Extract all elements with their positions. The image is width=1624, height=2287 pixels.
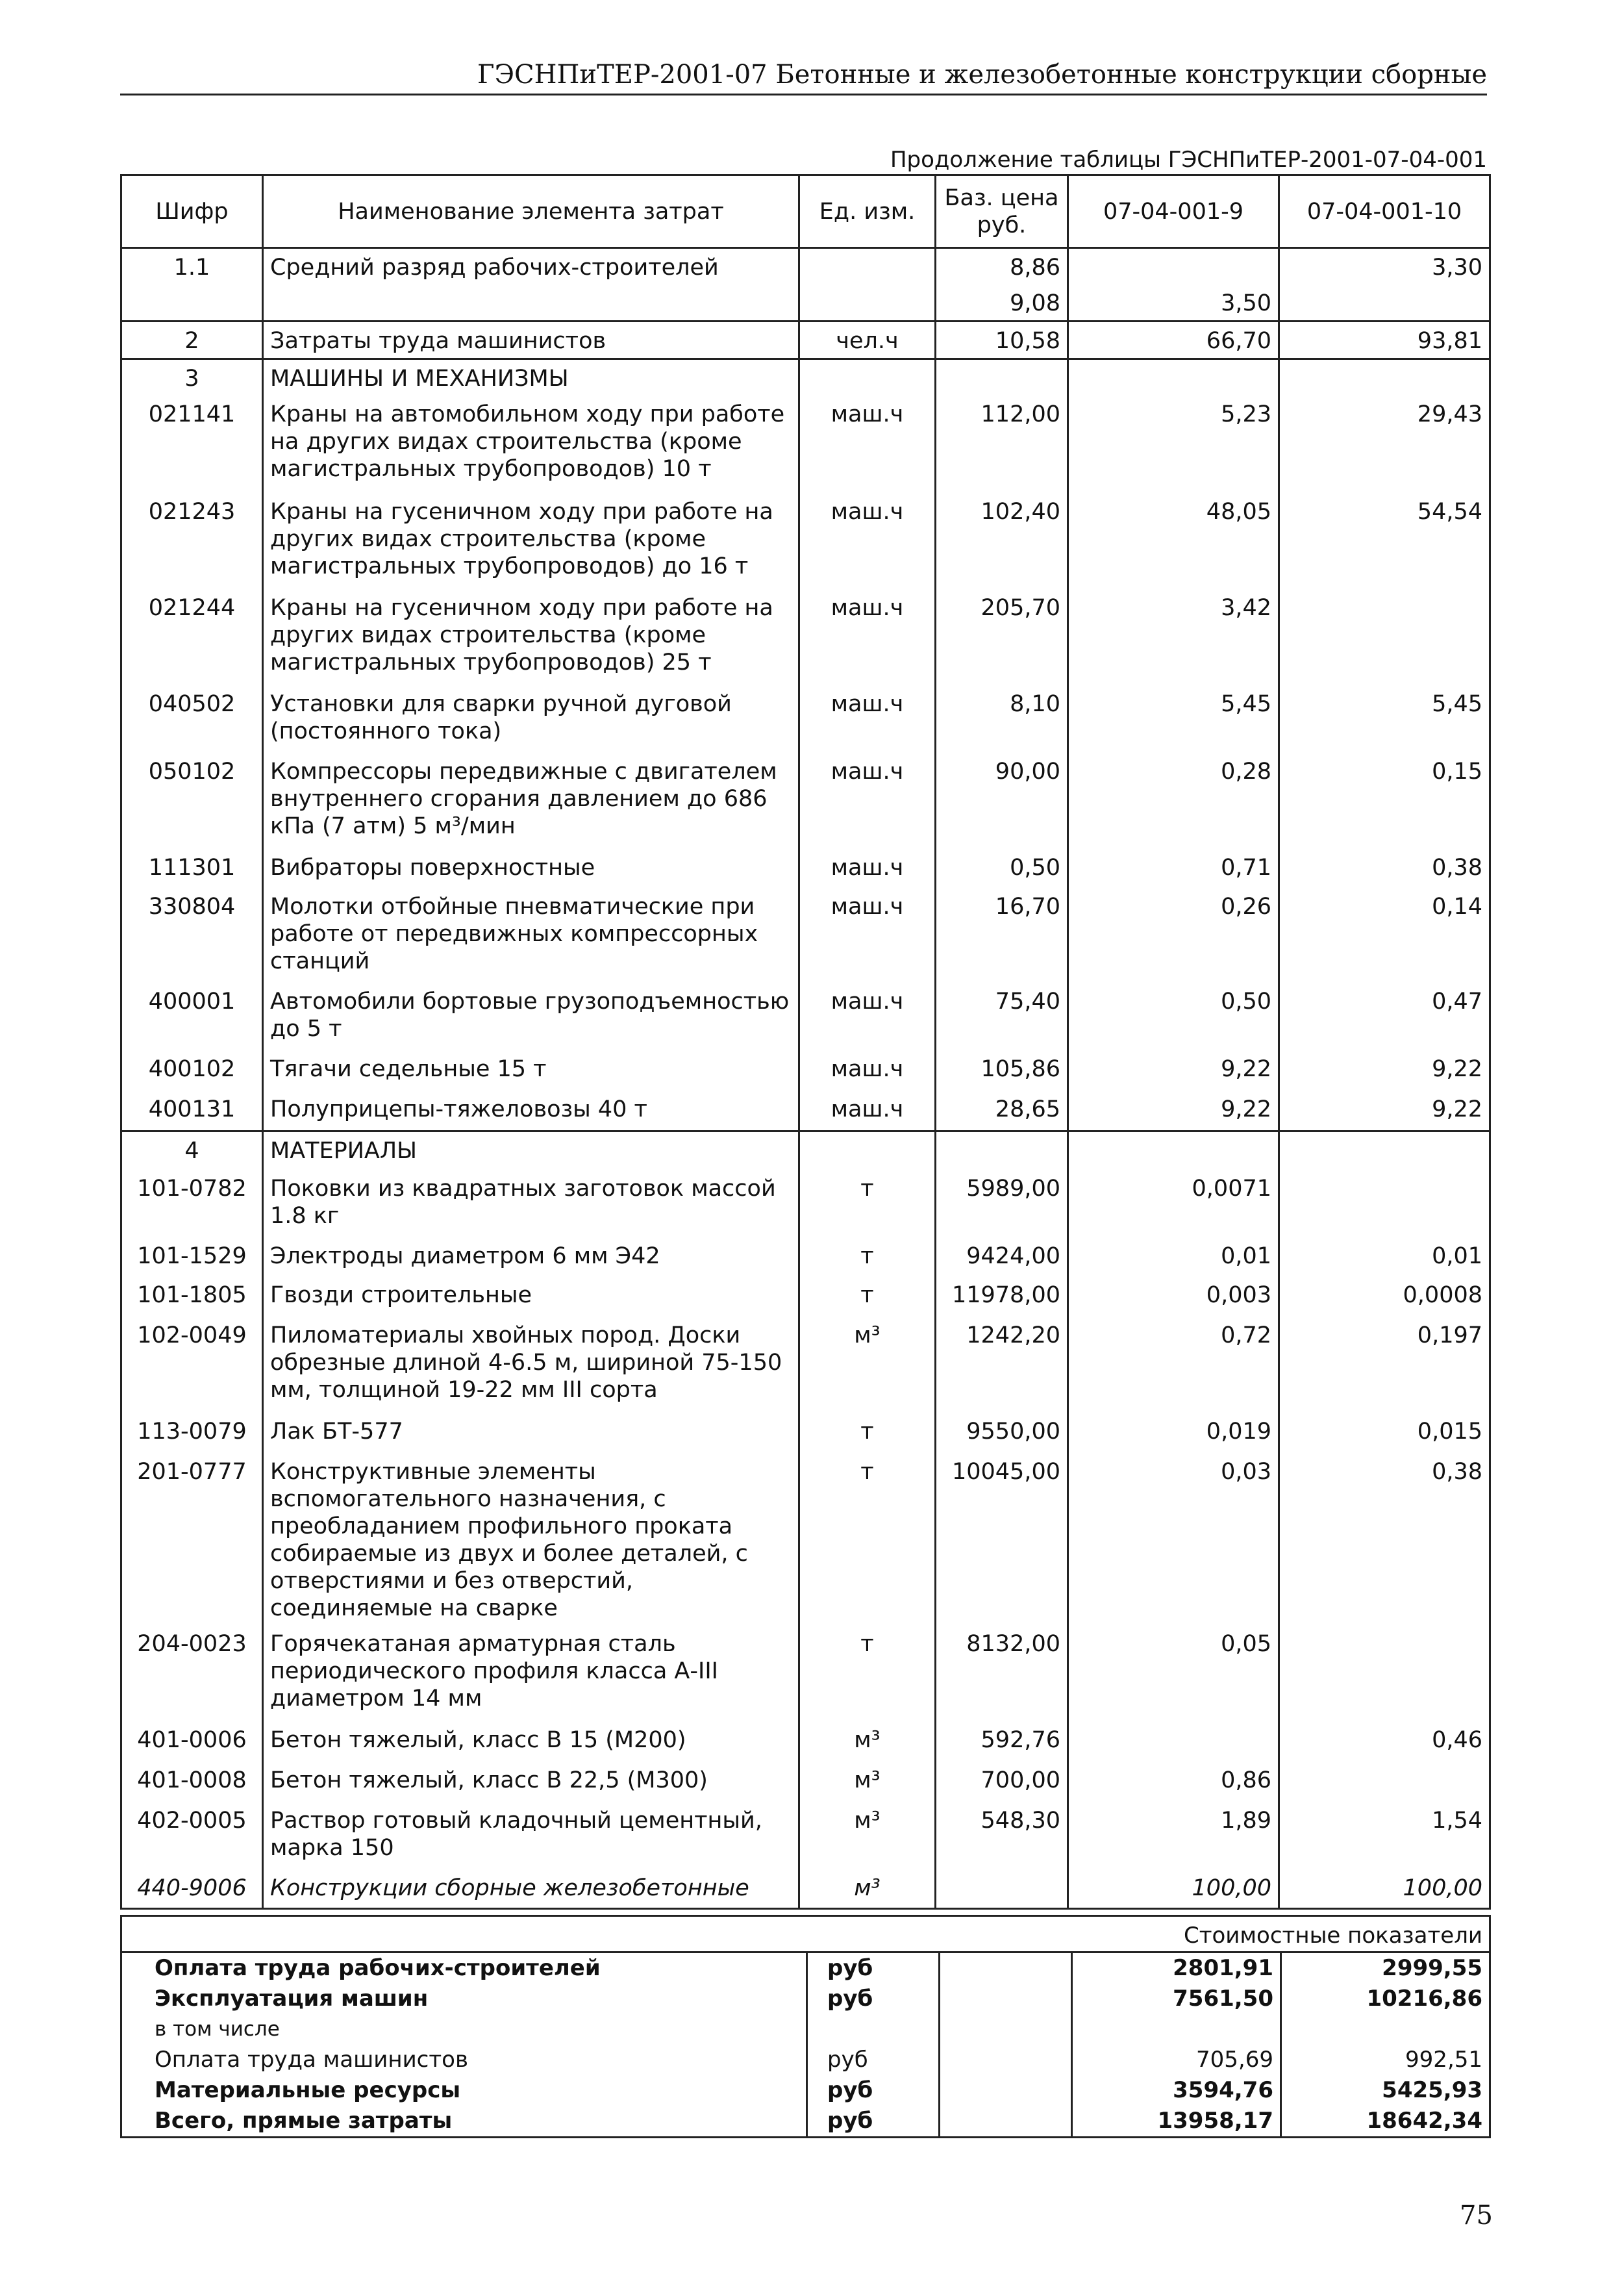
cell-unit xyxy=(799,359,936,396)
cell-code: 440-9006 xyxy=(121,1869,263,1908)
cell-v1: 0,019 xyxy=(1068,1413,1279,1453)
table-row xyxy=(121,849,1490,888)
cell-unit: маш.ч xyxy=(799,849,936,888)
cost-cell-unit: руб xyxy=(807,2075,940,2106)
table-row xyxy=(121,1869,1490,1908)
table-row xyxy=(121,888,1490,983)
table-row xyxy=(121,359,1490,396)
cell-price: 16,70 xyxy=(936,888,1068,983)
cell-name: Тягачи седельные 15 т xyxy=(263,1050,799,1091)
table-row xyxy=(121,1091,1490,1131)
cost-cell-v1: 2801,91 xyxy=(1072,1952,1281,1984)
cell-v1: 0,0071 xyxy=(1068,1170,1279,1237)
cost-cell-unit: руб xyxy=(807,1984,940,2014)
cell-code: 400102 xyxy=(121,1050,263,1091)
cell-v1: 0,86 xyxy=(1068,1762,1279,1802)
cell-name: Бетон тяжелый, класс В 22,5 (М300) xyxy=(263,1762,799,1802)
cell-price: 8132,00 xyxy=(936,1625,1068,1721)
table-row xyxy=(121,322,1490,359)
cell-unit: маш.ч xyxy=(799,753,936,849)
cell-code: 021244 xyxy=(121,589,263,685)
cell-v2 xyxy=(1279,1170,1490,1237)
cell-name: Молотки отбойные пневматические при работе от передвижных компрессорных станций xyxy=(263,888,799,983)
cell-unit: м³ xyxy=(799,1762,936,1802)
cell-name: Краны на гусеничном ходу при работе на других видах строительства (кроме магистральных трубопроводов) до 16 т xyxy=(263,493,799,589)
table-row xyxy=(121,1131,1490,1170)
cell-code: 400131 xyxy=(121,1091,263,1131)
cell-v2: 0,46 xyxy=(1279,1721,1490,1762)
cell-v2 xyxy=(1279,284,1490,322)
cell-unit: т xyxy=(799,1413,936,1453)
cell-price: 9550,00 xyxy=(936,1413,1068,1453)
cell-price: 548,30 xyxy=(936,1802,1068,1869)
cell-v1: 100,00 xyxy=(1068,1869,1279,1908)
cell-v2: 93,81 xyxy=(1279,322,1490,359)
cell-code: 101-1805 xyxy=(121,1276,263,1317)
cost-cell-unit: руб xyxy=(807,2045,940,2075)
cell-v1: 9,22 xyxy=(1068,1050,1279,1091)
cell-price: 28,65 xyxy=(936,1091,1068,1131)
cell-v1: 9,22 xyxy=(1068,1091,1279,1131)
table-row xyxy=(121,983,1490,1050)
cost-cell-v2: 992,51 xyxy=(1281,2045,1490,2075)
cell-v2: 1,54 xyxy=(1279,1802,1490,1869)
cell-unit xyxy=(799,248,936,285)
cell-unit: т xyxy=(799,1453,936,1625)
cell-price: 10,58 xyxy=(936,322,1068,359)
cell-v1: 0,72 xyxy=(1068,1317,1279,1413)
table-row xyxy=(121,493,1490,589)
cell-unit: м³ xyxy=(799,1317,936,1413)
cell-code: 101-0782 xyxy=(121,1170,263,1237)
cell-name: Лак БТ-577 xyxy=(263,1413,799,1453)
cell-unit: м³ xyxy=(799,1802,936,1869)
cell-code: 050102 xyxy=(121,753,263,849)
cell-v2: 5,45 xyxy=(1279,685,1490,753)
cost-cell-v2: 18642,34 xyxy=(1281,2106,1490,2138)
cell-v2: 0,0008 xyxy=(1279,1276,1490,1317)
cell-code: 021141 xyxy=(121,396,263,493)
cell-v2 xyxy=(1279,1625,1490,1721)
cost-cell-v1: 13958,17 xyxy=(1072,2106,1281,2138)
col-header-price: Баз. цена руб. xyxy=(936,175,1068,248)
cell-name: Средний разряд рабочих-строителей xyxy=(263,248,799,285)
cell-v1: 0,01 xyxy=(1068,1237,1279,1276)
cell-price: 1242,20 xyxy=(936,1317,1068,1413)
cell-price: 11978,00 xyxy=(936,1276,1068,1317)
cost-row xyxy=(121,1984,1490,2014)
table-row xyxy=(121,1050,1490,1091)
col-header-v2: 07-04-001-10 xyxy=(1279,175,1490,248)
cell-v2 xyxy=(1279,1762,1490,1802)
cell-price: 75,40 xyxy=(936,983,1068,1050)
cell-v2: 100,00 xyxy=(1279,1869,1490,1908)
cost-caption-row xyxy=(121,1916,1490,1952)
cell-code: 201-0777 xyxy=(121,1453,263,1625)
table-row xyxy=(121,1237,1490,1276)
cell-v2 xyxy=(1279,589,1490,685)
cell-unit: чел.ч xyxy=(799,322,936,359)
cell-name: Бетон тяжелый, класс В 15 (М200) xyxy=(263,1721,799,1762)
cell-v1: 0,50 xyxy=(1068,983,1279,1050)
cell-v1: 5,45 xyxy=(1068,685,1279,753)
cell-price: 0,50 xyxy=(936,849,1068,888)
cell-name: Поковки из квадратных заготовок массой 1.8 кг xyxy=(263,1170,799,1237)
cell-v1: 66,70 xyxy=(1068,322,1279,359)
cell-unit xyxy=(799,284,936,322)
cell-v2: 54,54 xyxy=(1279,493,1490,589)
cell-v2: 0,38 xyxy=(1279,849,1490,888)
cell-price: 205,70 xyxy=(936,589,1068,685)
cell-name: Пиломатериалы хвойных пород. Доски обрезные длиной 4-6.5 м, шириной 75-150 мм, толщиной 19-22 мм III сорта xyxy=(263,1317,799,1413)
cost-cell-unit: руб xyxy=(807,1952,940,1984)
cell-v1: 0,03 xyxy=(1068,1453,1279,1625)
cell-code: 3 xyxy=(121,359,263,396)
cost-caption: Стоимостные показатели xyxy=(121,1916,1490,1952)
cell-name: Вибраторы поверхностные xyxy=(263,849,799,888)
cell-v2 xyxy=(1279,1131,1490,1170)
cell-v1: 48,05 xyxy=(1068,493,1279,589)
table-row xyxy=(121,1453,1490,1625)
table-row xyxy=(121,1317,1490,1413)
cell-name: Установки для сварки ручной дуговой (постоянного тока) xyxy=(263,685,799,753)
cell-name: Автомобили бортовые грузоподъемностью до 5 т xyxy=(263,983,799,1050)
cell-code: 040502 xyxy=(121,685,263,753)
cost-cell-v2 xyxy=(1281,2014,1490,2045)
table-row xyxy=(121,589,1490,685)
cost-cell-empty xyxy=(940,2106,1072,2138)
cost-cell-label: в том числе xyxy=(121,2014,807,2045)
cell-v2: 0,14 xyxy=(1279,888,1490,983)
cost-cell-v1: 705,69 xyxy=(1072,2045,1281,2075)
cell-code: 113-0079 xyxy=(121,1413,263,1453)
cell-v2: 0,197 xyxy=(1279,1317,1490,1413)
table-row xyxy=(121,1170,1490,1237)
table-row xyxy=(121,1762,1490,1802)
cell-v2: 0,47 xyxy=(1279,983,1490,1050)
cell-price xyxy=(936,1131,1068,1170)
cell-code: 2 xyxy=(121,322,263,359)
cell-v1: 1,89 xyxy=(1068,1802,1279,1869)
cell-name: Краны на гусеничном ходу при работе на других видах строительства (кроме магистральных трубопроводов) 25 т xyxy=(263,589,799,685)
cell-price xyxy=(936,359,1068,396)
cell-price: 5989,00 xyxy=(936,1170,1068,1237)
cost-summary-table xyxy=(120,1915,1491,2138)
cost-cell-label: Эксплуатация машин xyxy=(121,1984,807,2014)
page-number: 75 xyxy=(1460,2201,1493,2230)
cost-row xyxy=(121,1952,1490,1984)
cell-unit: маш.ч xyxy=(799,1050,936,1091)
cell-name: Полуприцепы-тяжеловозы 40 т xyxy=(263,1091,799,1131)
cost-cell-empty xyxy=(940,1984,1072,2014)
cost-cell-unit xyxy=(807,2014,940,2045)
cost-cell-empty xyxy=(940,2045,1072,2075)
cell-price: 10045,00 xyxy=(936,1453,1068,1625)
table-row xyxy=(121,248,1490,285)
cell-price: 9,08 xyxy=(936,284,1068,322)
cell-v1: 0,003 xyxy=(1068,1276,1279,1317)
cell-code xyxy=(121,284,263,322)
table-row xyxy=(121,753,1490,849)
cell-v2: 3,30 xyxy=(1279,248,1490,285)
cell-code: 401-0008 xyxy=(121,1762,263,1802)
cost-row xyxy=(121,2106,1490,2138)
cell-unit: м³ xyxy=(799,1869,936,1908)
table-header-row xyxy=(121,175,1490,248)
cell-unit xyxy=(799,1131,936,1170)
cost-cell-v1 xyxy=(1072,2014,1281,2045)
cost-row xyxy=(121,2075,1490,2106)
table-row xyxy=(121,284,1490,322)
cell-price: 592,76 xyxy=(936,1721,1068,1762)
cell-name: Горячекатаная арматурная сталь периодического профиля класса А-III диаметром 14 мм xyxy=(263,1625,799,1721)
cell-v2: 0,38 xyxy=(1279,1453,1490,1625)
cell-code: 1.1 xyxy=(121,248,263,285)
cell-name xyxy=(263,284,799,322)
cell-name: Раствор готовый кладочный цементный, марка 150 xyxy=(263,1802,799,1869)
cost-cell-empty xyxy=(940,1952,1072,1984)
cell-unit: маш.ч xyxy=(799,888,936,983)
cell-name: Затраты труда машинистов xyxy=(263,322,799,359)
table-row xyxy=(121,1413,1490,1453)
cell-unit: м³ xyxy=(799,1721,936,1762)
cell-v2: 0,15 xyxy=(1279,753,1490,849)
cell-name: Электроды диаметром 6 мм Э42 xyxy=(263,1237,799,1276)
table-row xyxy=(121,1721,1490,1762)
cell-v1 xyxy=(1068,359,1279,396)
cell-v2: 29,43 xyxy=(1279,396,1490,493)
cell-price: 8,10 xyxy=(936,685,1068,753)
cell-unit: т xyxy=(799,1170,936,1237)
cost-cell-label: Оплата труда рабочих-строителей xyxy=(121,1952,807,1984)
cost-cell-empty xyxy=(940,2075,1072,2106)
cell-v1: 5,23 xyxy=(1068,396,1279,493)
cell-unit: маш.ч xyxy=(799,493,936,589)
cell-price xyxy=(936,1869,1068,1908)
cell-name: Краны на автомобильном ходу при работе на других видах строительства (кроме магистральных трубопроводов) 10 т xyxy=(263,396,799,493)
cost-cell-label: Материальные ресурсы xyxy=(121,2075,807,2106)
cell-v1 xyxy=(1068,248,1279,285)
cell-price: 105,86 xyxy=(936,1050,1068,1091)
cell-v1: 0,05 xyxy=(1068,1625,1279,1721)
cell-v2: 0,01 xyxy=(1279,1237,1490,1276)
cell-v1: 3,42 xyxy=(1068,589,1279,685)
cost-cell-v1: 3594,76 xyxy=(1072,2075,1281,2106)
cost-cell-v2: 2999,55 xyxy=(1281,1952,1490,1984)
col-header-v1: 07-04-001-9 xyxy=(1068,175,1279,248)
cell-v2: 0,015 xyxy=(1279,1413,1490,1453)
cell-code: 111301 xyxy=(121,849,263,888)
cell-v1: 3,50 xyxy=(1068,284,1279,322)
cell-unit: маш.ч xyxy=(799,685,936,753)
cell-code: 021243 xyxy=(121,493,263,589)
cell-name: Гвозди строительные xyxy=(263,1276,799,1317)
cell-v2: 9,22 xyxy=(1279,1091,1490,1131)
cell-v1: 0,28 xyxy=(1068,753,1279,849)
table-row xyxy=(121,1802,1490,1869)
cell-price: 9424,00 xyxy=(936,1237,1068,1276)
cell-v1 xyxy=(1068,1721,1279,1762)
running-header: ГЭСНПиТЕР-2001-07 Бетонные и железобетонные конструкции сборные xyxy=(120,60,1487,95)
cell-code: 330804 xyxy=(121,888,263,983)
cost-cell-label: Оплата труда машинистов xyxy=(121,2045,807,2075)
cell-code: 101-1529 xyxy=(121,1237,263,1276)
cost-cell-v2: 5425,93 xyxy=(1281,2075,1490,2106)
resource-table xyxy=(120,174,1491,1910)
cost-cell-label: Всего, прямые затраты xyxy=(121,2106,807,2138)
cell-unit: т xyxy=(799,1625,936,1721)
cell-code: 204-0023 xyxy=(121,1625,263,1721)
cell-unit: маш.ч xyxy=(799,589,936,685)
col-header-name: Наименование элемента затрат xyxy=(263,175,799,248)
table-row xyxy=(121,396,1490,493)
cell-price: 8,86 xyxy=(936,248,1068,285)
cell-name: МАТЕРИАЛЫ xyxy=(263,1131,799,1170)
cost-cell-v2: 10216,86 xyxy=(1281,1984,1490,2014)
cell-code: 402-0005 xyxy=(121,1802,263,1869)
col-header-code: Шифр xyxy=(121,175,263,248)
cell-v1: 0,71 xyxy=(1068,849,1279,888)
cost-cell-unit: руб xyxy=(807,2106,940,2138)
cell-code: 4 xyxy=(121,1131,263,1170)
cell-unit: т xyxy=(799,1237,936,1276)
cell-unit: маш.ч xyxy=(799,396,936,493)
cell-v2: 9,22 xyxy=(1279,1050,1490,1091)
cell-code: 400001 xyxy=(121,983,263,1050)
cell-v1 xyxy=(1068,1131,1279,1170)
cost-row xyxy=(121,2014,1490,2045)
cell-code: 102-0049 xyxy=(121,1317,263,1413)
cell-price: 102,40 xyxy=(936,493,1068,589)
cell-name: Конструкции сборные железобетонные xyxy=(263,1869,799,1908)
table-caption: Продолжение таблицы ГЭСНПиТЕР-2001-07-04-001 xyxy=(890,147,1487,173)
cost-row xyxy=(121,2045,1490,2075)
cell-price: 700,00 xyxy=(936,1762,1068,1802)
cell-name: Конструктивные элементы вспомогательного назначения, с преобладанием профильного проката собираемые из двух и более деталей, с отверстиями и без отверстий, соединяемые на сварке xyxy=(263,1453,799,1625)
table-row xyxy=(121,1276,1490,1317)
cell-unit: маш.ч xyxy=(799,983,936,1050)
cell-price: 90,00 xyxy=(936,753,1068,849)
cell-name: Компрессоры передвижные с двигателем внутреннего сгорания давлением до 686 кПа (7 атм) 5 м³/мин xyxy=(263,753,799,849)
cell-v2 xyxy=(1279,359,1490,396)
cell-unit: маш.ч xyxy=(799,1091,936,1131)
col-header-unit: Ед. изм. xyxy=(799,175,936,248)
table-row xyxy=(121,1625,1490,1721)
table-row xyxy=(121,685,1490,753)
cost-cell-v1: 7561,50 xyxy=(1072,1984,1281,2014)
cell-code: 401-0006 xyxy=(121,1721,263,1762)
cell-unit: т xyxy=(799,1276,936,1317)
cell-v1: 0,26 xyxy=(1068,888,1279,983)
cell-name: МАШИНЫ И МЕХАНИЗМЫ xyxy=(263,359,799,396)
cell-price: 112,00 xyxy=(936,396,1068,493)
cost-cell-empty xyxy=(940,2014,1072,2045)
